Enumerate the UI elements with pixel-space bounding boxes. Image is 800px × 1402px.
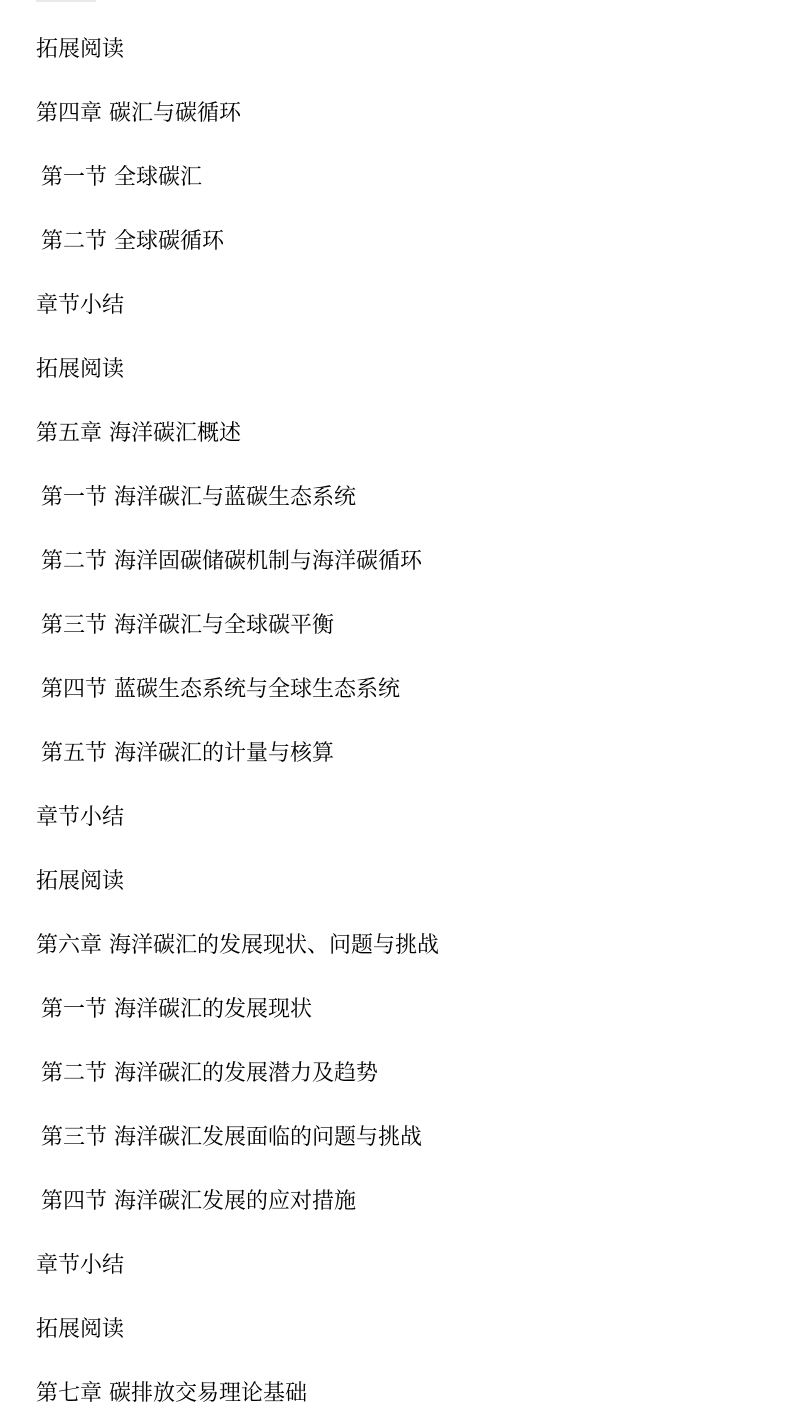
- toc-extended-reading[interactable]: 拓展阅读: [36, 869, 125, 894]
- table-of-contents: [36, 0, 776, 1402]
- toc-section[interactable]: 第二节 海洋固碳储碳机制与海洋碳循环: [41, 549, 422, 574]
- toc-section[interactable]: 第四节 海洋碳汇发展的应对措施: [41, 1189, 356, 1214]
- toc-section[interactable]: 第二节 海洋碳汇的发展潜力及趋势: [41, 1061, 378, 1086]
- toc-chapter-summary[interactable]: 章节小结: [36, 1253, 125, 1278]
- toc-section[interactable]: 第一节 全球碳汇: [41, 165, 202, 190]
- toc-chapter-summary[interactable]: 章节小结: [36, 805, 125, 830]
- toc-chapter-5[interactable]: 第五章 海洋碳汇概述: [36, 421, 241, 446]
- toc-list: [36, 18, 776, 1402]
- toc-extended-reading[interactable]: 拓展阅读: [36, 37, 125, 62]
- toc-extended-reading[interactable]: 拓展阅读: [36, 357, 125, 382]
- toc-section[interactable]: 第三节 海洋碳汇与全球碳平衡: [41, 613, 334, 638]
- toc-section[interactable]: 第一节 海洋碳汇与蓝碳生态系统: [41, 485, 356, 510]
- toc-extended-reading[interactable]: 拓展阅读: [36, 1317, 125, 1342]
- toc-section[interactable]: 第三节 海洋碳汇发展面临的问题与挑战: [41, 1125, 422, 1150]
- toc-chapter-4[interactable]: 第四章 碳汇与碳循环: [36, 101, 241, 126]
- toc-section[interactable]: 第一节 海洋碳汇的发展现状: [41, 997, 312, 1022]
- toc-section[interactable]: 第二节 全球碳循环: [41, 229, 224, 254]
- toc-chapter-7[interactable]: 第七章 碳排放交易理论基础: [36, 1381, 307, 1402]
- toc-section[interactable]: 第五节 海洋碳汇的计量与核算: [41, 741, 334, 766]
- toc-chapter-summary[interactable]: 章节小结: [36, 293, 125, 318]
- toc-chapter-6[interactable]: 第六章 海洋碳汇的发展现状、问题与挑战: [36, 933, 439, 958]
- toc-section[interactable]: 第四节 蓝碳生态系统与全球生态系统: [41, 677, 400, 702]
